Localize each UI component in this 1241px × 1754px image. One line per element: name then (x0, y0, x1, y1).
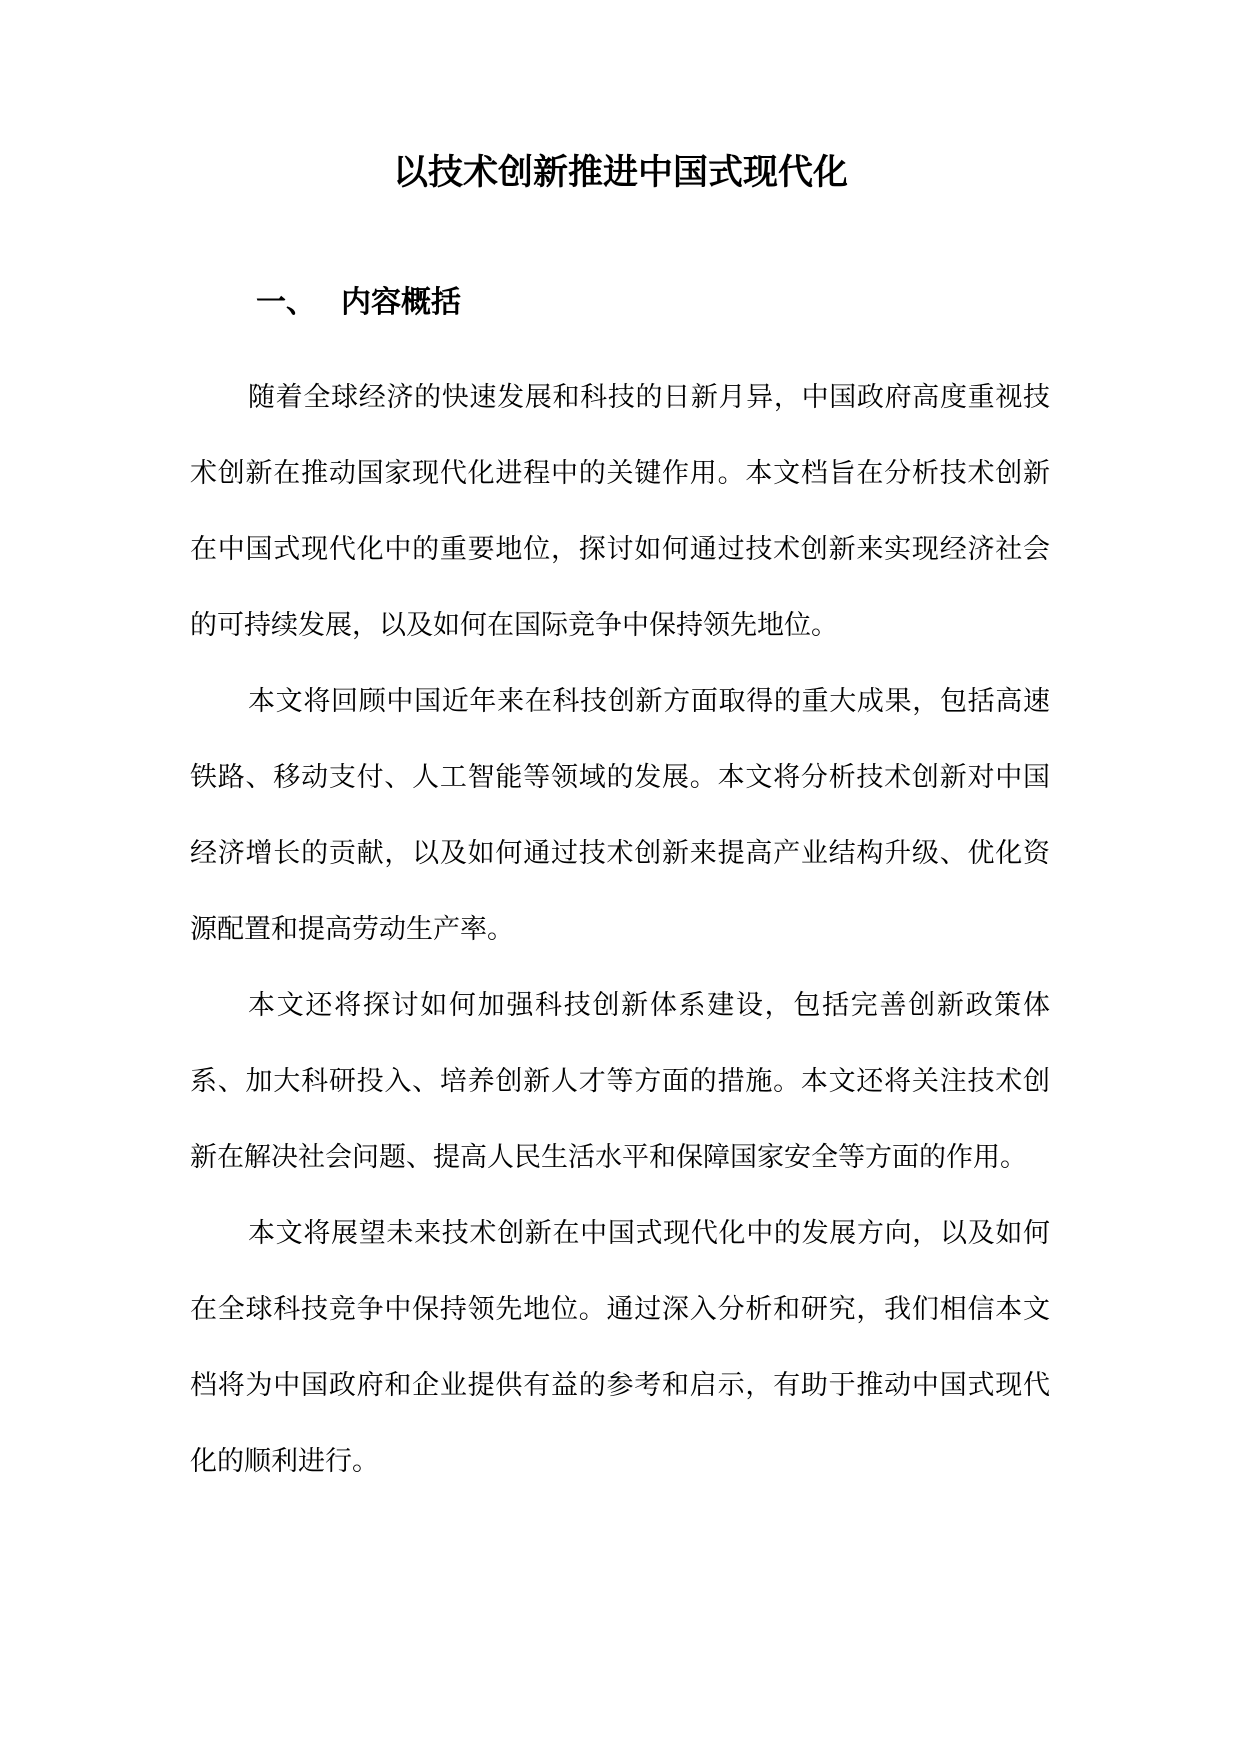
document-title: 以技术创新推进中国式现代化 (392, 153, 848, 193)
paragraph: 本文将回顾中国近年来在科技创新方面取得的重大成果，包括高速铁路、移动支付、人工智能等领域的发展。本文将分析技术创新对中国经济增长的贡献，以及如何通过技术创新来提高产业结构升级、优化资源配置和提高劳动生产率。 (190, 686, 1050, 945)
paragraph: 本文还将探讨如何加强科技创新体系建设，包括完善创新政策体系、加大科研投入、培养创新人才等方面的措施。本文还将关注技术创新在解决社会问题、提高人民生活水平和保障国家安全等方面的作用。 (190, 990, 1050, 1173)
section-title: 内容概括 (341, 285, 461, 320)
section-heading (256, 280, 461, 326)
paragraph: 本文将展望未来技术创新在中国式现代化中的发展方向，以及如何在全球科技竞争中保持领先地位。通过深入分析和研究，我们相信本文档将为中国政府和企业提供有益的参考和启示，有助于推动中国式现代化的顺利进行。 (190, 1218, 1050, 1477)
section-number: 一、 (256, 285, 316, 320)
document-body (190, 360, 1050, 1500)
paragraph: 随着全球经济的快速发展和科技的日新月异，中国政府高度重视技术创新在推动国家现代化进程中的关键作用。本文档旨在分析技术创新在中国式现代化中的重要地位，探讨如何通过技术创新来实现经济社会的可持续发展，以及如何在国际竞争中保持领先地位。 (190, 382, 1050, 641)
